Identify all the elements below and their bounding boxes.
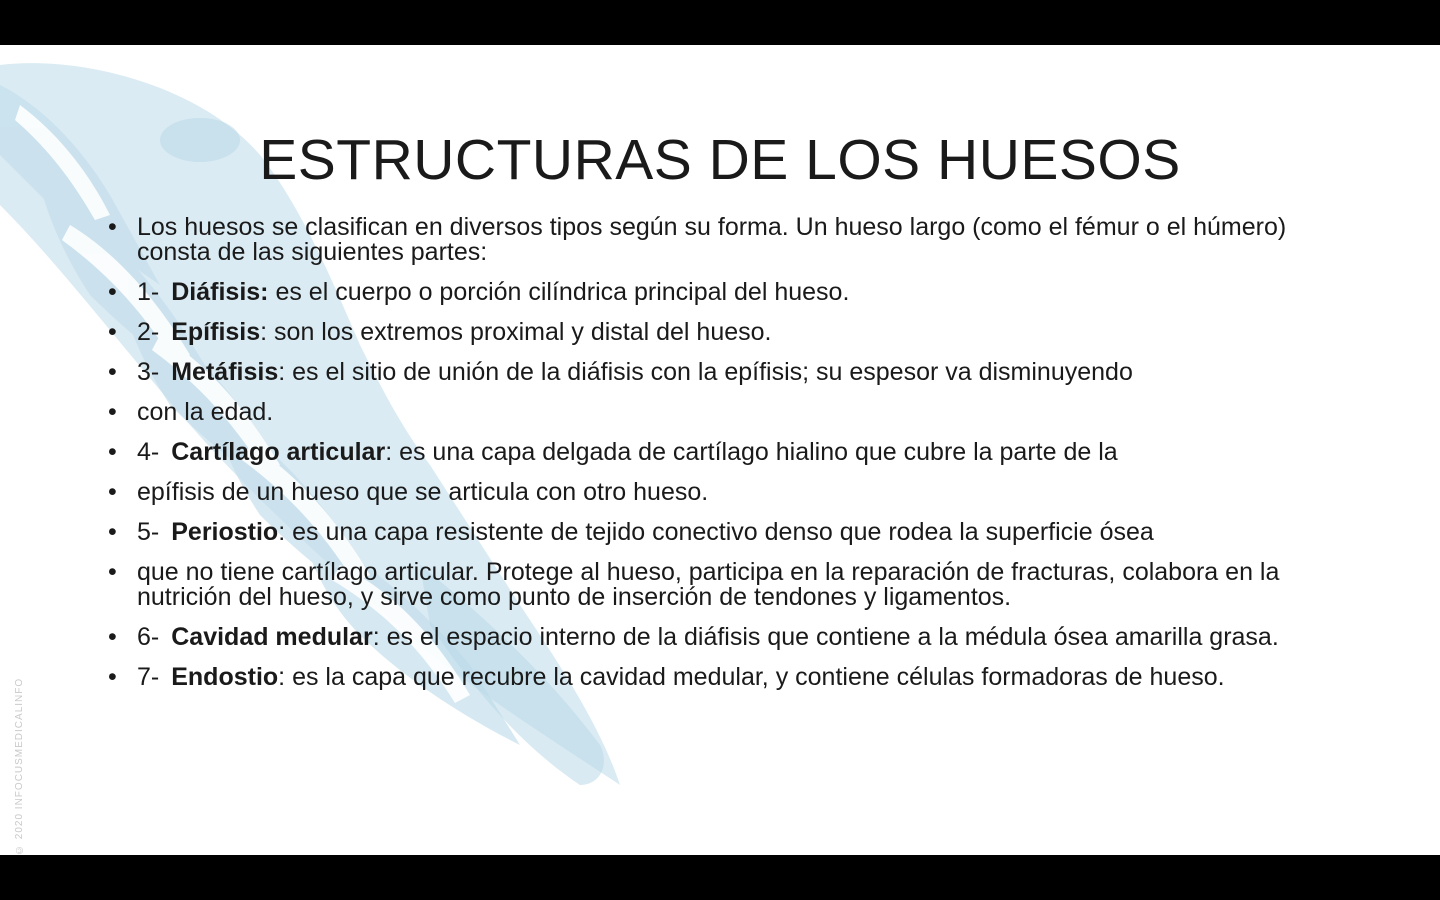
list-item <box>108 440 1348 465</box>
list-item <box>108 280 1348 305</box>
item-number: 3- <box>137 358 160 386</box>
item-term: Diáfisis: <box>171 278 269 306</box>
list-item <box>108 215 1348 265</box>
item-term: Epífisis <box>171 318 261 346</box>
item-number: 2- <box>137 318 160 346</box>
item-number: 4- <box>137 438 160 466</box>
item-text: con la edad. <box>137 398 274 426</box>
item-text: : es una capa resistente de tejido conectivo denso que rodea la superficie ósea <box>278 518 1154 546</box>
item-text: Los huesos se clasifican en diversos tipos según su forma. Un hueso largo (como el fémur o el húmero) consta de las siguientes partes: <box>137 213 1287 266</box>
item-term: Metáfisis <box>171 358 279 386</box>
item-text: epífisis de un hueso que se articula con otro hueso. <box>137 478 709 506</box>
copyright-watermark: © 2020 INFOCUSMEDICALINFO <box>14 677 25 855</box>
bullet-icon: • <box>108 558 117 586</box>
item-text: : es una capa delgada de cartílago hialino que cubre la parte de la <box>385 438 1118 466</box>
bullet-list <box>108 215 1348 705</box>
bullet-icon: • <box>108 318 117 346</box>
item-text: que no tiene cartílago articular. Protege al hueso, participa en la reparación de fracturas, colabora en la nutrición del hueso, y sirve como punto de inserción de tendones y ligamentos. <box>137 558 1280 611</box>
list-item <box>108 360 1348 385</box>
letterbox-top <box>0 0 1440 45</box>
item-text: es el cuerpo o porción cilíndrica principal del hueso. <box>268 278 850 306</box>
list-item <box>108 625 1348 650</box>
list-item <box>108 480 1348 505</box>
bullet-icon: • <box>108 358 117 386</box>
list-item <box>108 520 1348 545</box>
bullet-icon: • <box>108 438 117 466</box>
bullet-icon: • <box>108 478 117 506</box>
letterbox-bottom <box>0 855 1440 900</box>
item-text: : es el sitio de unión de la diáfisis con la epífisis; su espesor va disminuyendo <box>278 358 1133 386</box>
bullet-icon: • <box>108 278 117 306</box>
item-text: : es el espacio interno de la diáfisis que contiene a la médula ósea amarilla grasa. <box>372 623 1279 651</box>
bullet-icon: • <box>108 623 117 651</box>
item-term: Periostio <box>171 518 279 546</box>
list-item <box>108 320 1348 345</box>
item-text: : son los extremos proximal y distal del hueso. <box>260 318 772 346</box>
bullet-icon: • <box>108 663 117 691</box>
item-text: : es la capa que recubre la cavidad medular, y contiene células formadoras de hueso. <box>278 663 1225 691</box>
list-item <box>108 560 1348 610</box>
item-term: Endostio <box>171 663 279 691</box>
item-number: 1- <box>137 278 160 306</box>
bullet-icon: • <box>108 398 117 426</box>
bullet-icon: • <box>108 213 117 241</box>
slide-title: ESTRUCTURAS DE LOS HUESOS <box>259 128 1181 192</box>
item-term: Cartílago articular <box>171 438 386 466</box>
list-item <box>108 400 1348 425</box>
item-number: 5- <box>137 518 160 546</box>
slide <box>0 45 1440 855</box>
item-number: 6- <box>137 623 160 651</box>
list-item <box>108 665 1348 690</box>
item-number: 7- <box>137 663 160 691</box>
item-term: Cavidad medular <box>171 623 373 651</box>
bullet-icon: • <box>108 518 117 546</box>
